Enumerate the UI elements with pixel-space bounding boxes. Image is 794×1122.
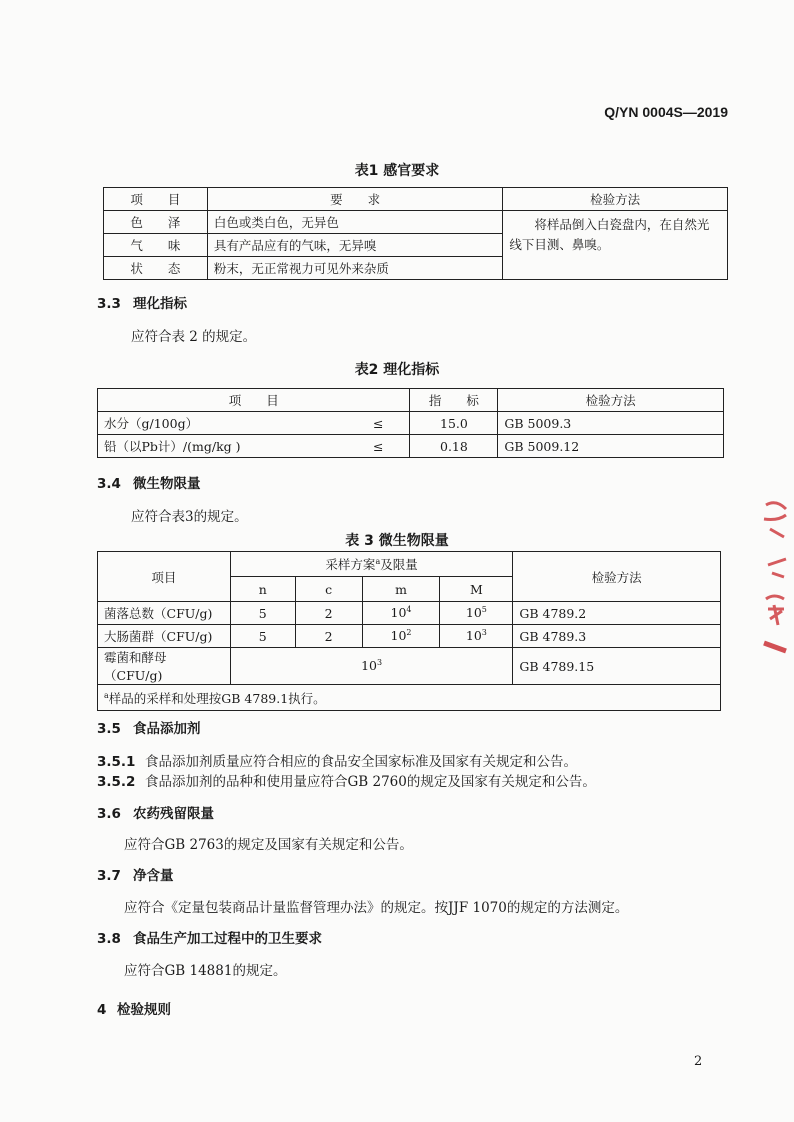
table-cell: 粉末，无正常视力可见外来杂质 bbox=[207, 257, 502, 280]
table-cell: 水分（g/100g） bbox=[98, 412, 348, 435]
section-title: 食品生产加工过程中的卫生要求 bbox=[133, 931, 322, 947]
table-cell: 5 bbox=[230, 602, 295, 625]
section-3-6-text: 应符合GB 2763的规定及国家有关规定和公告。 bbox=[124, 837, 413, 853]
section-3-6-heading bbox=[97, 802, 214, 822]
table-cell: GB 4789.3 bbox=[513, 625, 721, 648]
table-row bbox=[98, 625, 721, 648]
table-row bbox=[98, 602, 721, 625]
table3-caption: 表 3 微生物限量 bbox=[345, 533, 449, 549]
table2 bbox=[97, 388, 724, 458]
table-row bbox=[104, 188, 728, 211]
table-cell: 5 bbox=[230, 625, 295, 648]
section-number: 3.3 bbox=[97, 296, 121, 312]
table-cell: 15.0 bbox=[410, 412, 498, 435]
table-header: 要 求 bbox=[207, 188, 502, 211]
table-cell: 状 态 bbox=[104, 257, 208, 280]
table2-caption: 表2 理化指标 bbox=[354, 362, 440, 378]
section-text: 食品添加剂质量应符合相应的食品安全国家标准及国家有关规定和公告。 bbox=[145, 754, 577, 770]
table-row bbox=[98, 552, 721, 577]
section-number: 3.5.2 bbox=[97, 774, 136, 790]
table1-method: 将样品倒入白瓷盘内，在自然光线下目测、鼻嗅。 bbox=[503, 211, 728, 280]
section-3-8-text: 应符合GB 14881的规定。 bbox=[124, 963, 287, 979]
table-cell: GB 5009.12 bbox=[498, 435, 724, 458]
table-cell: GB 4789.2 bbox=[513, 602, 721, 625]
table-cell: 铅（以Pb计）/(mg/kg ) bbox=[98, 435, 348, 458]
page-number: 2 bbox=[694, 1054, 703, 1069]
table-header: 检验方法 bbox=[513, 552, 721, 602]
table-cell: 大肠菌群（CFU/g) bbox=[98, 625, 231, 648]
section-number: 3.7 bbox=[97, 868, 121, 884]
table-cell: 2 bbox=[295, 602, 362, 625]
section-3-5-2 bbox=[97, 770, 596, 790]
table-header: 项 目 bbox=[104, 188, 208, 211]
seal-stamp-fragment bbox=[758, 495, 794, 655]
document-id: Q/YN 0004S—2019 bbox=[604, 104, 728, 120]
table-header: 检验方法 bbox=[503, 188, 728, 211]
table-header: n bbox=[230, 577, 295, 602]
section-3-5-heading bbox=[97, 717, 201, 737]
section-title: 农药残留限量 bbox=[133, 806, 214, 822]
table-header: 项 目 bbox=[98, 389, 410, 412]
section-number: 3.5 bbox=[97, 721, 121, 737]
table-cell: 具有产品应有的气味，无异嗅 bbox=[207, 234, 502, 257]
section-3-4-text: 应符合表3的规定。 bbox=[131, 509, 248, 525]
table-cell: GB 4789.15 bbox=[513, 648, 721, 685]
table-header: 指 标 bbox=[410, 389, 498, 412]
section-3-3-text: 应符合表 2 的规定。 bbox=[131, 329, 257, 345]
section-number: 3.4 bbox=[97, 476, 121, 492]
section-3-8-heading bbox=[97, 927, 322, 947]
table1 bbox=[103, 187, 728, 280]
section-number: 4 bbox=[97, 1002, 107, 1018]
section-number: 3.8 bbox=[97, 931, 121, 947]
section-3-7-text: 应符合《定量包装商品计量监督管理办法》的规定。按JJF 1070的规定的方法测定。 bbox=[124, 900, 629, 916]
section-number: 3.5.1 bbox=[97, 754, 136, 770]
table-cell: 0.18 bbox=[410, 435, 498, 458]
table-header: M bbox=[440, 577, 513, 602]
table-row bbox=[98, 685, 721, 711]
table-row bbox=[104, 211, 728, 234]
table-cell: ≤ bbox=[347, 412, 410, 435]
section-title: 理化指标 bbox=[133, 296, 187, 312]
table-cell: 白色或类白色，无异色 bbox=[207, 211, 502, 234]
section-title: 净含量 bbox=[133, 868, 174, 884]
table-cell: $10^3$ bbox=[230, 648, 513, 685]
section-3-4-heading bbox=[97, 472, 201, 492]
section-4-heading bbox=[97, 998, 171, 1018]
table-cell: 菌落总数（CFU/g) bbox=[98, 602, 231, 625]
table-cell: 色 泽 bbox=[104, 211, 208, 234]
table-header: 项目 bbox=[98, 552, 231, 602]
table1-caption: 表1 感官要求 bbox=[354, 163, 440, 179]
table-cell: 气 味 bbox=[104, 234, 208, 257]
table-cell: GB 5009.3 bbox=[498, 412, 724, 435]
section-number: 3.6 bbox=[97, 806, 121, 822]
table-header: 采样方案$^a$及限量 bbox=[230, 552, 513, 577]
section-3-5-1 bbox=[97, 750, 577, 770]
table-cell: 霉菌和酵母（CFU/g) bbox=[98, 648, 231, 685]
table3-footnote: $^a$样品的采样和处理按GB 4789.1执行。 bbox=[98, 685, 721, 711]
table-row bbox=[98, 389, 724, 412]
table-cell: $10^4$ bbox=[362, 602, 440, 625]
section-3-7-heading bbox=[97, 864, 174, 884]
table-cell: $10^3$ bbox=[440, 625, 513, 648]
section-title: 微生物限量 bbox=[133, 476, 201, 492]
table-cell: 2 bbox=[295, 625, 362, 648]
table-cell: ≤ bbox=[347, 435, 410, 458]
table-header: m bbox=[362, 577, 440, 602]
section-text: 食品添加剂的品种和使用量应符合GB 2760的规定及国家有关规定和公告。 bbox=[145, 774, 596, 790]
table3 bbox=[97, 551, 721, 711]
table-row bbox=[98, 435, 724, 458]
table-header: c bbox=[295, 577, 362, 602]
section-title: 检验规则 bbox=[117, 1002, 171, 1018]
section-3-3-heading bbox=[97, 292, 187, 312]
table-cell: $10^2$ bbox=[362, 625, 440, 648]
section-title: 食品添加剂 bbox=[133, 721, 201, 737]
table-row bbox=[98, 412, 724, 435]
table-row bbox=[98, 648, 721, 685]
table-cell: $10^5$ bbox=[440, 602, 513, 625]
table-header: 检验方法 bbox=[498, 389, 724, 412]
